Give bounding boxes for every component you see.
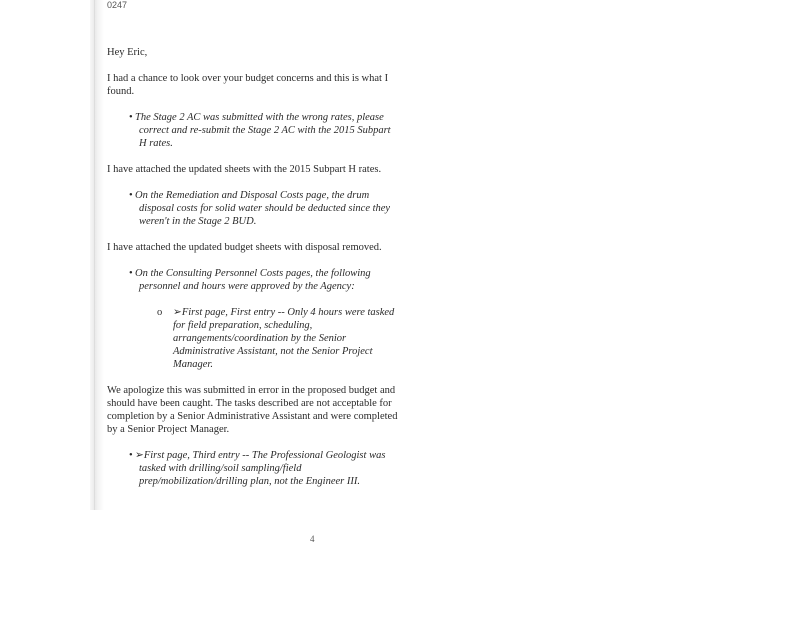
bullet-icon: • [129,450,133,461]
bullet-icon: • [129,190,133,201]
paragraph-updated-rates: I have attached the updated sheets with the 2015 Subpart H rates. [107,164,382,175]
sub-bullet-first-entry [157,306,399,371]
bullet-icon: • [129,112,133,123]
bullet-third-entry [123,449,399,488]
bullet-disposal-costs [123,189,399,228]
letter-body [107,46,399,501]
arrow-icon: ➢ [173,307,182,318]
circle-bullet-icon: o [157,307,163,318]
bullet-text: On the Consulting Personnel Costs pages, the following personnel and hours were approved by the Agency: [135,268,371,292]
sub-bullet-text: First page, First entry -- Only 4 hours were tasked for field preparation, scheduling, arrangements/coordination by the Senior Administrative Assistant, not the Senior Project Manager. [173,307,395,370]
bullet-stage2-rates [123,111,399,150]
scan-binding-shadow [90,0,104,510]
paragraph-disposal-removed: I have attached the updated budget sheets with disposal removed. [107,242,382,253]
bullet-text: First page, Third entry -- The Professional Geologist was tasked with drilling/soil sampling/field prep/mobilization/drilling plan, not the Engineer III. [139,450,386,487]
bullet-icon: • [129,268,133,279]
bullet-consulting-personnel [123,267,399,293]
page-number: 4 [310,534,315,544]
bullet-text: On the Remediation and Disposal Costs page, the drum disposal costs for solid water should be deducted since they weren't in the Stage 2 BUD. [135,190,391,227]
arrow-icon: ➢ [135,450,144,461]
page-code: 0247 [107,0,128,10]
bullet-text: The Stage 2 AC was submitted with the wrong rates, please correct and re-submit the Stage 2 AC with the 2015 Subpart H rates. [135,112,391,149]
greeting: Hey Eric, [107,47,148,58]
paragraph-apology: We apologize this was submitted in error in the proposed budget and should have been caught. The tasks described are not acceptable for completion by a Senior Administrative Assistant and were completed by a Senior Project Manager. [107,385,398,435]
paragraph-budget-review: I had a chance to look over your budget concerns and this is what I found. [107,73,389,97]
